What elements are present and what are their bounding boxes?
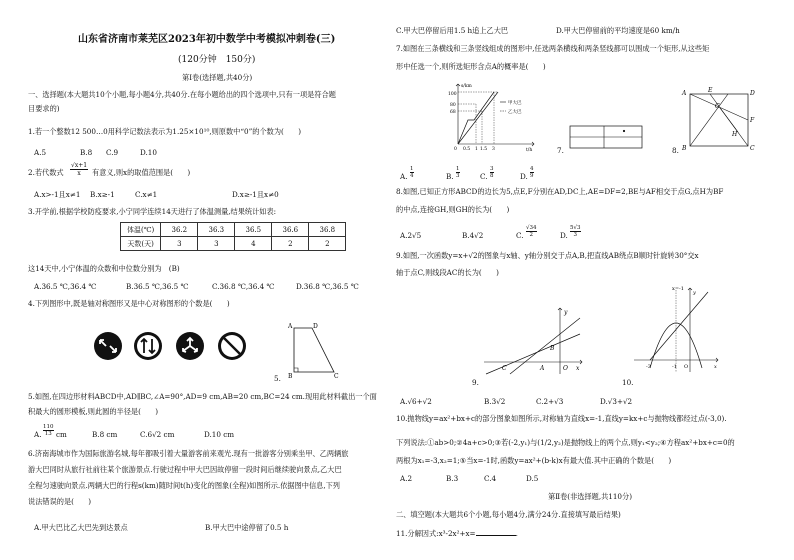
q8-line2: 的中点,连接GH,则GH的长为( ) — [396, 205, 510, 214]
q6-line4: 说法错误的是( ) — [28, 497, 92, 506]
q10-line1: 10.抛物线y=ax²+bx+c的部分图象如图所示,对称轴为直线x=-1,直线y=kx+c与抛物线都经过点(-3,0). — [396, 414, 727, 423]
svg-text:y: y — [564, 309, 568, 316]
vertex-b-label: B — [288, 373, 293, 380]
q1-option-a: A.5 — [34, 148, 47, 157]
table-cell: 36.5 — [235, 223, 272, 237]
q5-line1: 5.如图,在四边形材料ABCD中,AD∥BC,∠A=90°,AD=9 cm,AB=20 cm,BC=24 cm.现用此材料截出一个面 — [28, 392, 377, 401]
q9-option-b: B.3√2 — [484, 397, 506, 406]
q5-option-a: A. — [34, 430, 42, 439]
table-row — [121, 223, 346, 237]
tick-3: 3 — [492, 147, 495, 152]
tick-1-5: 1.5 — [480, 147, 488, 152]
q10-line2: 下列说法:①ab>0;②4a+c>0;③若(-2,y₁)与(1/2,y₂)是抛物线上的两个点,则y₁<y₂;④方程ax²+bx+c=0的 — [396, 438, 735, 447]
table-cell: 36.2 — [161, 223, 198, 237]
q3-stem: 3.开学前,根据学校防疫要求,小宁同学连续14天进行了体温测量,结果统计如表: — [28, 207, 277, 216]
frac-den: 13 — [44, 431, 52, 437]
table-row — [121, 237, 346, 251]
q9-option-d: D.√3+√2 — [600, 397, 633, 406]
svg-text:H: H — [732, 131, 738, 138]
q7-option-a: A. — [400, 172, 408, 181]
vertex-c-label: C — [334, 373, 339, 380]
q7-option-b-fraction — [456, 166, 460, 179]
svg-text:B: B — [550, 345, 555, 352]
svg-text:C: C — [502, 365, 507, 372]
q7-option-c-fraction — [490, 166, 494, 179]
svg-text:-1: -1 — [672, 364, 677, 370]
fig9-label: 9. — [472, 378, 479, 387]
section2-heading: 二、填空题(本大题共6个小题,每小题4分,满分24分.直接填写最后结果) — [396, 510, 621, 519]
q7-line1: 7.如图在三条横线和三条竖线组成的图形中,任选两条横线和两条竖线都可以围成一个矩形,从这些矩 — [396, 44, 710, 53]
q8-square-figure — [680, 86, 756, 152]
fig7-label: 7. — [557, 146, 564, 155]
q2-fraction — [70, 162, 88, 177]
q10-option-c: C.4 — [484, 474, 497, 483]
frac-den: 3 — [573, 232, 577, 238]
svg-text:x: x — [714, 364, 717, 370]
q4-sign-figures — [92, 330, 252, 362]
q2-stem-b: 有意义,则x的取值范围是( ) — [92, 168, 191, 177]
q4-stem: 4.下列图形中,既是轴对称图形又是中心对称图形的个数是( ) — [28, 299, 230, 308]
q8-option-d-fraction — [570, 225, 581, 238]
q11-text: 11.分解因式:x³-2x²+x= — [396, 529, 476, 538]
q7-option-d: D. — [520, 172, 528, 181]
q2-stem-a: 2.若代数式 — [28, 168, 64, 177]
q5-option-a-fraction — [43, 424, 54, 437]
svg-text:A: A — [540, 365, 545, 372]
q10-parabola-figure — [632, 284, 722, 376]
tick-100: 100 — [448, 92, 457, 97]
q3-option-c: C.36.8 ℃,36.4 ℃ — [212, 282, 275, 291]
svg-text:x=-1: x=-1 — [672, 286, 684, 292]
q7-option-b: B. — [446, 172, 454, 181]
s-axis-label: s/km — [461, 84, 472, 89]
q7-grid-figure — [560, 118, 644, 152]
table-cell: 3 — [161, 237, 198, 251]
frac-den: 8 — [490, 173, 494, 179]
q8-option-a: A.2√5 — [400, 231, 422, 240]
q6-option-a: A.甲大巴比乙大巴先到达景点 — [34, 523, 128, 532]
q6-option-d: D.甲大巴停留前的平均速度是60 km/h — [556, 26, 680, 35]
vertex-a-label: A — [288, 323, 293, 330]
fig10-label: 10. — [622, 378, 634, 387]
q1-option-c: C.9 — [106, 148, 119, 157]
frac-num: 5√3 — [570, 225, 581, 231]
legend-yi: 乙大巴 — [508, 110, 522, 115]
q2-option-c: C.x≠1 — [135, 190, 158, 199]
time-score: (120分钟 150分) — [178, 55, 256, 65]
q2-option-b: B.x≥-1 — [90, 190, 115, 199]
frac-num: √34 — [526, 225, 537, 231]
svg-text:B: B — [682, 145, 687, 152]
frac-den: 3 — [456, 173, 460, 179]
q7-option-c: C. — [480, 172, 488, 181]
q10-option-b: B.3 — [446, 474, 459, 483]
frac-num: 1 — [456, 166, 460, 172]
section1-heading-cont: 目要求的) — [28, 104, 60, 113]
q1-stem: 1.若一个整数12 500…0用科学记数法表示为1.25×10¹⁰,则原数中“0”的个数为( ) — [28, 127, 302, 136]
svg-text:E: E — [708, 87, 713, 94]
q5-option-a-unit: cm — [56, 430, 67, 439]
tick-68: 68 — [450, 110, 456, 115]
sign-no-entry-icon — [218, 332, 246, 360]
temperature-table — [120, 222, 346, 251]
sign-diagonal-arrows-icon — [94, 332, 122, 360]
fig8-label: 8. — [672, 146, 679, 155]
q8-option-b: B.4√2 — [462, 231, 484, 240]
q11-answer-blank[interactable] — [476, 535, 516, 536]
svg-text:x: x — [576, 365, 580, 372]
q9-line2: 轴于点C,则线段AC的长为( ) — [396, 268, 499, 277]
q9-linear-function-figure — [480, 304, 586, 376]
tick-1: 1 — [475, 147, 478, 152]
q3-option-b: B.36.5 ℃,36.5 ℃ — [126, 282, 189, 291]
q6-distance-time-graph — [446, 80, 538, 152]
table-cell: 天数(天) — [121, 237, 161, 251]
q10-option-a: A.2 — [400, 474, 413, 483]
q1-option-d: D.10 — [140, 148, 157, 157]
q3-option-d: D.36.8 ℃,36.5 ℃ — [296, 282, 359, 291]
q11-tail: . — [515, 529, 518, 538]
table-cell: 2 — [309, 237, 346, 251]
table-cell: 36.3 — [198, 223, 235, 237]
table-cell: 4 — [235, 237, 272, 251]
q7-option-d-fraction — [530, 166, 534, 179]
table-cell: 36.6 — [272, 223, 309, 237]
tick-0: 0 — [454, 147, 457, 152]
q9-option-c: C.2+√3 — [536, 397, 564, 406]
q2-frac-num: √x+1 — [71, 162, 88, 169]
part2-heading: 第Ⅱ卷(非选择题,共110分) — [548, 492, 632, 501]
fig5-label: 5. — [274, 374, 281, 383]
frac-num: 3 — [490, 166, 494, 172]
table-cell: 36.8 — [309, 223, 346, 237]
q10-line3: 两根为x₁=-3,x₂=1;⑤当x=-1时,函数y=ax²+(b-k)x有最大值.其中正确的个数是( ) — [396, 456, 672, 465]
q3-option-a: A.36.5 ℃,36.4 ℃ — [34, 282, 97, 291]
q6-line2: 游大巴同时从旅行社前往某个旅游景点.行驶过程中甲大巴因故停留一段时间后继续驶向景点,乙大巴 — [28, 465, 342, 474]
q9-line1: 9.如图,一次函数y=x+√2的图象与x轴、y轴分别交于点A,B,把直线AB绕点B顺时针旋转30°交x — [396, 251, 699, 260]
q5-line2: 积最大的圆形模板,则此圆的半径是( ) — [28, 407, 159, 416]
part1-heading: 第Ⅰ卷(选择题,共40分) — [182, 73, 253, 82]
q6-line1: 6.济南海城市作为国际旅游名城,每年都吸引着大量游客前来观光.现有一批游客分别乘坐甲、乙两辆旅 — [28, 449, 349, 458]
svg-text:D: D — [750, 90, 755, 97]
frac-num: 4 — [530, 166, 534, 172]
q1-option-b: B.8 — [80, 148, 93, 157]
frac-den: 4 — [410, 173, 414, 179]
q9-option-a: A.√6+√2 — [400, 397, 432, 406]
q5-trapezoid-figure — [282, 318, 352, 386]
svg-text:C: C — [750, 145, 755, 152]
svg-text:-3: -3 — [646, 364, 651, 370]
q6-option-b: B.甲大巴中途停留了0.5 h — [205, 523, 289, 532]
section1-heading: 一、选择题(本大题共10个小题,每小题4分,共40分.在每小题给出的四个选项中,只有一项是符合题 — [28, 90, 336, 99]
series-yi-line — [458, 92, 498, 144]
q2-frac-den: x — [77, 170, 81, 177]
q5-option-d: D.10 cm — [204, 430, 235, 439]
frac-num: 1 — [410, 166, 414, 172]
q8-option-d: D. — [560, 231, 568, 240]
q2-option-a: A.x>-1且x≠1 — [34, 190, 81, 199]
svg-text:O: O — [563, 365, 568, 372]
q2-option-d: D.x≥-1且x≠0 — [232, 190, 279, 199]
svg-text:G: G — [715, 103, 720, 110]
q5-option-c: C.6√2 cm — [140, 430, 175, 439]
tick-80: 80 — [450, 103, 456, 108]
table-cell: 3 — [198, 237, 235, 251]
svg-text:F: F — [750, 117, 755, 124]
q10-option-d: D.5 — [526, 474, 539, 483]
point-a-dot — [623, 130, 625, 132]
q6-option-c: C.甲大巴停留后用1.5 h追上乙大巴 — [396, 26, 509, 35]
q8-option-c-fraction — [526, 225, 537, 238]
legend-jia: 甲大巴 — [508, 101, 522, 106]
sign-three-arrows-icon — [176, 332, 204, 360]
q7-option-a-fraction — [410, 166, 414, 179]
sign-updown-arrows-icon — [134, 332, 162, 360]
table-cell: 2 — [272, 237, 309, 251]
q5-option-b: B.8 cm — [92, 430, 118, 439]
vertex-d-label: D — [313, 323, 318, 330]
paper-title: 山东省济南市莱芜区2023年初中数学中考模拟冲刺卷(三) — [78, 34, 336, 45]
svg-text:O: O — [684, 364, 689, 370]
q11-stem — [396, 529, 518, 538]
frac-den: 2 — [529, 232, 533, 238]
q6-line3: 全程匀速驶向景点.两辆大巴的行程s(km)随时间t(h)变化的图象(全程)如图所示.依据图中信息,下列 — [28, 481, 340, 490]
svg-text:A: A — [682, 90, 687, 97]
svg-text:y: y — [693, 290, 696, 296]
q8-line1: 8.如图,已知正方形ABCD的边长为5,点E,F分别在AD,DC上,AE=DF=2,BE与AF相交于点G,点H为BF — [396, 187, 724, 196]
q3-after: 这14天中,小宁体温的众数和中位数分别为 (B) — [28, 264, 180, 273]
tick-0-5: 0.5 — [463, 147, 471, 152]
frac-num: 110 — [43, 424, 54, 430]
q8-option-c: C. — [516, 231, 524, 240]
t-axis-label: t/h — [526, 148, 533, 152]
frac-den: 9 — [530, 173, 534, 179]
table-cell: 体温(℃) — [121, 223, 161, 237]
q7-line2: 形中任选一个,则所选矩形含点A的概率是( ) — [396, 62, 546, 71]
